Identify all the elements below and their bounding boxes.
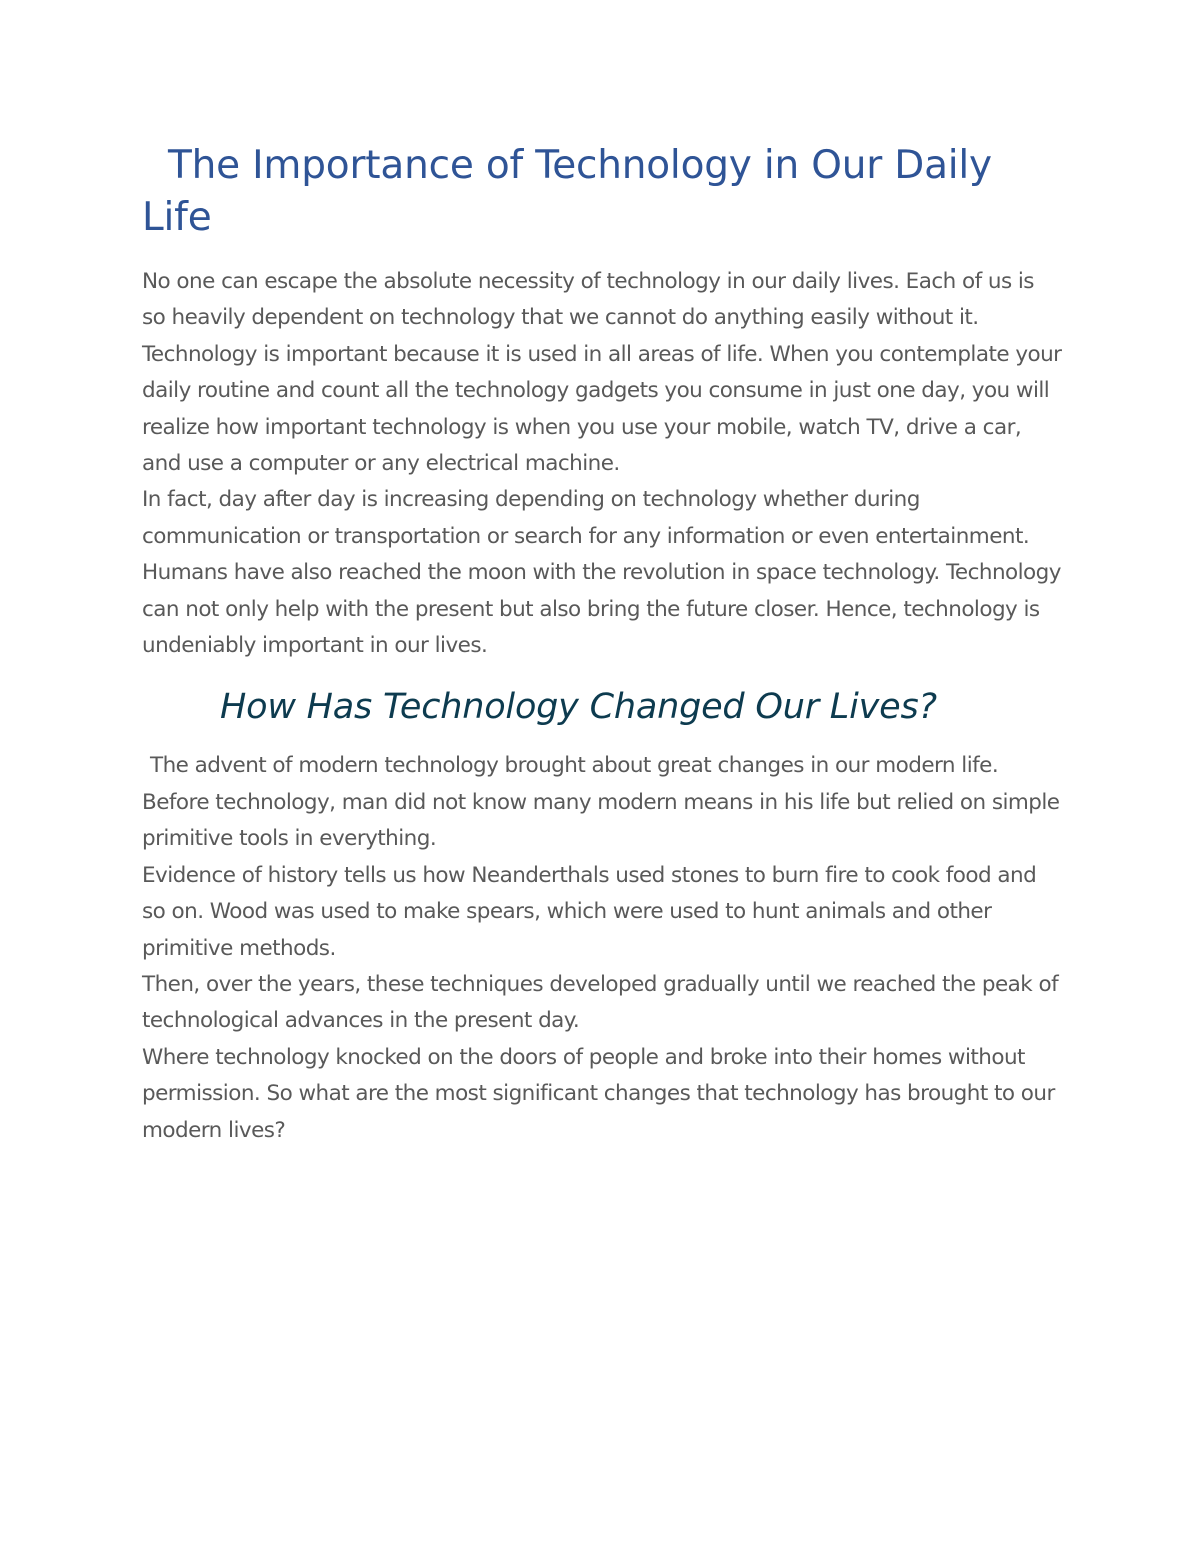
- paragraph: In fact, day after day is increasing depending on technology whether during communication or transportation or search for any information or even entertainment.: [142, 487, 1030, 549]
- section-heading: How Has Technology Changed Our Lives?: [220, 687, 937, 728]
- paragraph: Where technology knocked on the doors of people and broke into their homes without permission. So what are the most significant changes that technology has brought to our modern lives?: [142, 1044, 1055, 1143]
- paragraph: No one can escape the absolute necessity of technology in our daily lives. Each of us is so heavily dependent on technology that we cannot do anything easily without it.: [142, 269, 1034, 331]
- document-title: The Importance of Technology in Our Daily Life: [142, 143, 992, 240]
- paragraph: Humans have also reached the moon with the revolution in space technology. Technology can not only help with the present but also bring the future closer. Hence, technology is undeniably important in our lives.: [142, 560, 1061, 659]
- paragraph: Then, over the years, these techniques developed gradually until we reached the peak of technological advances in the present day.: [142, 971, 1059, 1034]
- section-changes: [142, 748, 1062, 1148]
- paragraph: Evidence of history tells us how Neanderthals used stones to burn fire to cook food and so on. Wood was used to make spears, which were used to hunt animals and other primitive methods.: [142, 862, 1037, 961]
- paragraph: The advent of modern technology brought about great changes in our modern life. Before technology, man did not know many modern means in his life but relied on simple primitive tools in everything.: [142, 753, 1060, 852]
- document-content: [142, 140, 1062, 1149]
- paragraph: Technology is important because it is used in all areas of life. When you contemplate your daily routine and count all the technology gadgets you consume in just one day, you will realize how important technology is when you use your mobile, watch TV, drive a car, and use a computer or any electrical machine.: [142, 341, 1062, 477]
- section-importance: [142, 264, 1062, 664]
